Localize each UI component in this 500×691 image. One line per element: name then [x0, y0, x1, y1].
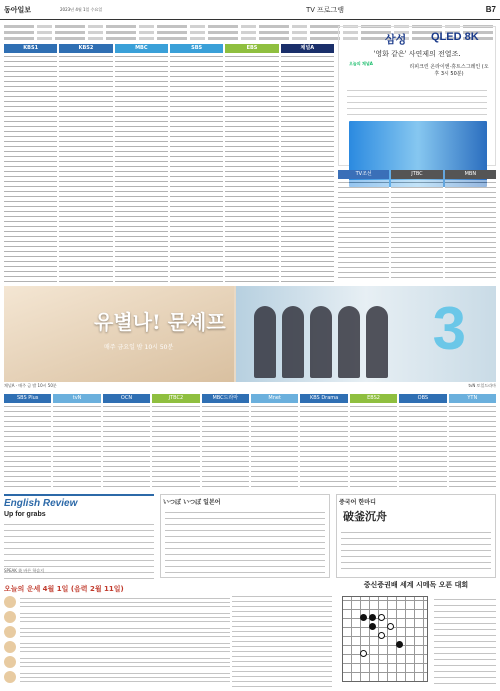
zodiac-icon: [4, 656, 16, 668]
channel-column: [445, 170, 496, 282]
horoscope-text: [20, 626, 230, 637]
black-stone: [360, 614, 367, 621]
white-stone: [387, 623, 394, 630]
go-board: [342, 596, 428, 682]
japanese-box: [160, 494, 330, 578]
schedule-listing: [338, 180, 389, 282]
schedule-listing: [4, 54, 57, 282]
schedule-listing: [391, 180, 442, 282]
channel-column: [53, 394, 100, 490]
channel-header: tvN: [53, 394, 100, 403]
brand-name: 삼성: [385, 34, 407, 46]
cast-member: [310, 306, 332, 378]
product-name: QLED 8K: [431, 31, 479, 43]
schedule-listing: [281, 54, 334, 282]
channel-header: MBC: [115, 44, 168, 53]
channel-column: [251, 394, 298, 490]
schedule-listing: [251, 404, 298, 490]
horoscope-text: [20, 596, 230, 607]
channel-header: MBC드라마: [202, 394, 249, 403]
channel-column: [281, 44, 334, 282]
ad-body-text: [347, 87, 487, 115]
horoscope-right-column: [232, 594, 332, 688]
japanese-body: [165, 509, 325, 573]
schedule-listing: [449, 404, 496, 490]
black-stone: [369, 614, 376, 621]
caption-right: tvN 토일드라마: [468, 383, 496, 388]
channel-header: SBS Plus: [4, 394, 51, 403]
schedule-listing: [53, 404, 100, 490]
horoscope-text: [20, 611, 230, 622]
ad-caption: 리피크린 온라이엔·휴트스그레인 (오후 3시 50분): [409, 64, 489, 77]
channel-header: JTBC2: [152, 394, 199, 403]
channel-column: [59, 44, 112, 282]
tv-schedule-grid: [4, 44, 334, 282]
horoscope-row: [4, 609, 230, 624]
schedule-listing: [202, 404, 249, 490]
channel-header: SBS: [170, 44, 223, 53]
schedule-listing: [399, 404, 446, 490]
channel-column: [399, 394, 446, 490]
white-stone: [378, 614, 385, 621]
schedule-listing: [59, 54, 112, 282]
banner-caption: [4, 383, 496, 391]
ad-tagline: '영화 같은' 사연제의 전열조.: [373, 50, 461, 58]
cast-member: [338, 306, 360, 378]
channel-column: [449, 394, 496, 490]
zodiac-icon: [4, 596, 16, 608]
channel-header: TV조선: [338, 170, 389, 179]
zodiac-icon: [4, 641, 16, 653]
english-footer: SPEAK 英 바른 학습지: [4, 568, 44, 573]
channel-header: KBS2: [59, 44, 112, 53]
caption-left: 채널A · 매주 금 밤 10시 50분: [4, 383, 57, 388]
english-review: [4, 494, 154, 578]
schedule-listing: [350, 404, 397, 490]
zodiac-icon: [4, 611, 16, 623]
white-stone: [378, 632, 385, 639]
channel-header: KBS1: [4, 44, 57, 53]
chinese-phrase: 破釜沉舟: [343, 510, 387, 523]
channel-header: KBS Drama: [300, 394, 347, 403]
horoscope-row: [4, 669, 230, 684]
channel-column: [338, 170, 389, 282]
horoscope-row: [4, 654, 230, 669]
channel-logo: 오늘의 채널A: [349, 61, 373, 66]
banner-subtitle: 매주 금요일 밤 10시 50분: [104, 344, 174, 351]
publication-name: 동아일보: [4, 5, 32, 14]
channel-column: [202, 394, 249, 490]
extra-schedule-grid: [4, 394, 496, 490]
japanese-title: いつぼ いつぼ 일본어: [163, 499, 221, 506]
drama-banner: [4, 286, 496, 382]
english-phrase: Up for grabs: [4, 511, 46, 518]
channel-column: [170, 44, 223, 282]
channel-header: OCN: [103, 394, 150, 403]
chinese-title: 중국어 한마디: [339, 499, 376, 506]
page-number: B7: [485, 5, 496, 14]
horoscope-row: [4, 624, 230, 639]
channel-column: [103, 394, 150, 490]
schedule-listing: [170, 54, 223, 282]
season-number: 3: [432, 295, 466, 362]
channel-column: [350, 394, 397, 490]
go-column: [336, 580, 496, 688]
horoscope-text: [20, 671, 230, 682]
horoscope-row: [4, 594, 230, 609]
cable-schedule-grid: [338, 170, 496, 282]
horoscope-row: [4, 639, 230, 654]
chinese-body: [341, 529, 491, 573]
cast-member: [366, 306, 388, 378]
schedule-listing: [103, 404, 150, 490]
zodiac-icon: [4, 671, 16, 683]
channel-header: 채널A: [281, 44, 334, 53]
channel-header: EBS2: [350, 394, 397, 403]
cast-member: [282, 306, 304, 378]
schedule-listing: [445, 180, 496, 282]
horoscope-text: [20, 641, 230, 652]
channel-header: OBS: [399, 394, 446, 403]
white-stone: [360, 650, 367, 657]
channel-column: [225, 44, 278, 282]
horoscope-text: [20, 656, 230, 667]
cast-member: [254, 306, 276, 378]
page-header: [0, 0, 500, 20]
horoscope: [4, 584, 230, 688]
channel-header: YTN: [449, 394, 496, 403]
channel-header: JTBC: [391, 170, 442, 179]
publication-date: 2023년 4월 1일 수요일: [60, 6, 103, 12]
channel-header: EBS: [225, 44, 278, 53]
schedule-listing: [300, 404, 347, 490]
chinese-box: [336, 494, 496, 578]
section-title: TV 프로그램: [306, 6, 344, 14]
schedule-listing: [152, 404, 199, 490]
schedule-listing: [115, 54, 168, 282]
channel-column: [300, 394, 347, 490]
channel-header: Mnet: [251, 394, 298, 403]
channel-column: [4, 44, 57, 282]
schedule-listing: [225, 54, 278, 282]
black-stone: [396, 641, 403, 648]
black-stone: [369, 623, 376, 630]
channel-column: [152, 394, 199, 490]
go-title: 중신증권배 세계 시메독 오픈 대회: [363, 581, 469, 589]
zodiac-icon: [4, 626, 16, 638]
english-title: English Review: [4, 498, 78, 509]
channel-column: [4, 394, 51, 490]
channel-column: [391, 170, 442, 282]
schedule-listing: [4, 404, 51, 490]
go-commentary: [434, 596, 496, 688]
channel-column: [115, 44, 168, 282]
channel-header: MBN: [445, 170, 496, 179]
banner-title: 유별나! 문셰프: [94, 310, 226, 334]
horoscope-title: 오늘의 운세 4월 1일 (음력 2월 11일): [4, 585, 124, 593]
samsung-ad: [338, 26, 496, 166]
